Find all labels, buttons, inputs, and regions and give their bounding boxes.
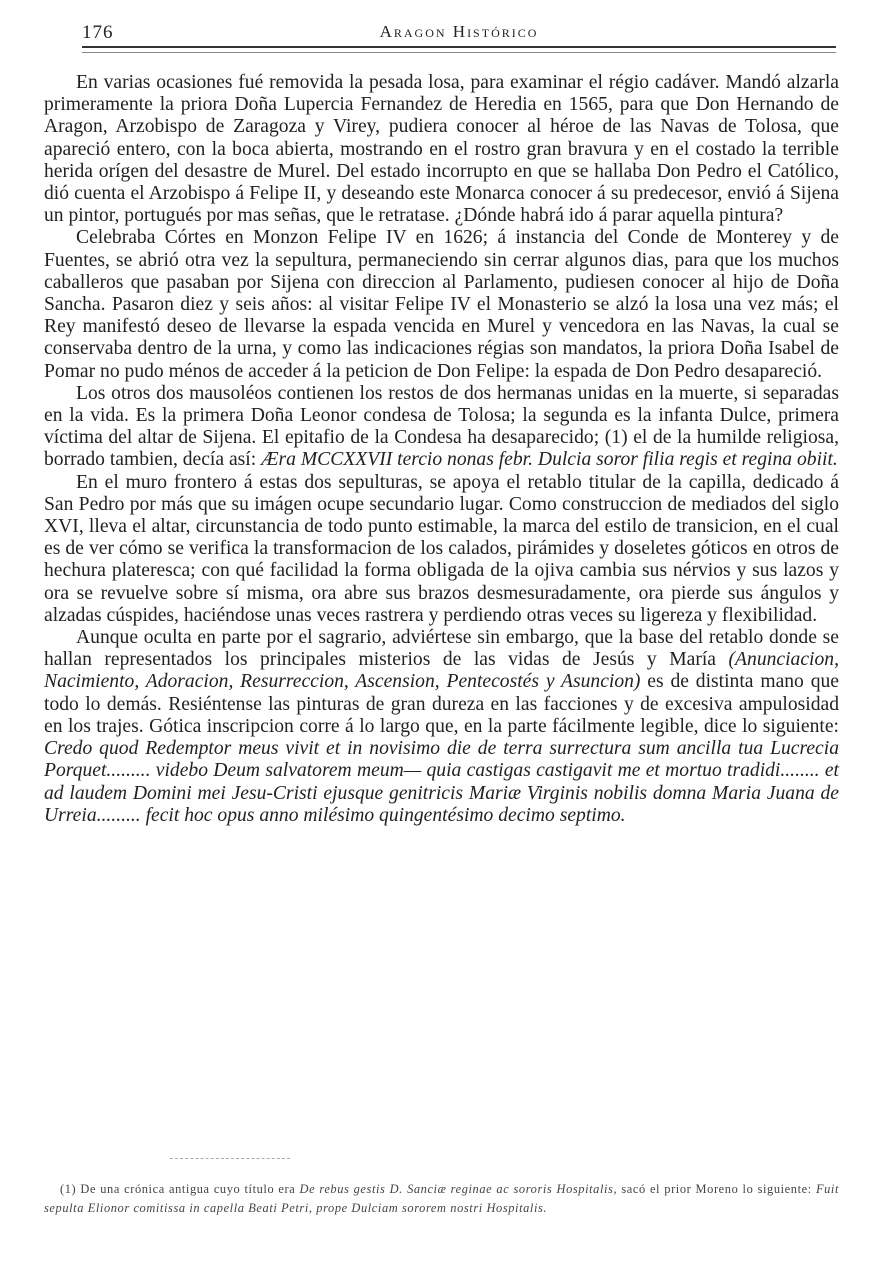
epitaph-text: Æra MCCXXVII tercio nonas febr. Dulcia soror filia regis et regina obiit. — [261, 449, 838, 471]
paragraph: En varias ocasiones fué removida la pesada losa, para examinar el régio cadáver. Mandó alzarla primeramente la priora Doña Lupercia Fernandez de Heredia en 1565, para que Don Hernando de Aragon, Arzobispo de Zaragoza y Virey, pudiera conocer al héroe de las Navas de Tolosa, que apareció entero, con la boca abierta, mostrando en el rostro gran bravura y en el costado la terrible herida orígen del desastre de Murel. Del estado incorrupto en que se hallaba Don Pedro el Católico, dió cuenta el Arzobispo á Felipe II, y deseando este Monarca conocer á su predecesor, envió á Sijena un pintor, portugués por mas señas, que le retratase. ¿Dónde habrá ido á parar aquella pintura? — [44, 72, 839, 227]
main-text — [44, 72, 839, 827]
footnote-marker: (1) — [60, 1182, 77, 1196]
paragraph-text: Aunque oculta en parte por el sagrario, adviértese sin embargo, que la base del retablo donde se hallan representados los principales misterios de las vidas de Jesús y María — [44, 627, 839, 671]
page-header — [82, 22, 836, 44]
inscription-text: Credo quod Redemptor meus vivit et in novisimo die de terra surrectura sum ancilla tua Lucrecia Porquet......... videbo Deum salvatorem meum— quia castigas castigavit me et mortuo tradidi........ et ad laudem Domini mei Jesu-Cristi ejusque genitricis Mariæ Virginis nobilis domna Maria Juana de Urreia......... fecit hoc opus anno milésimo quingentésimo decimo septimo. — [44, 738, 839, 826]
footnote-title: De rebus gestis D. Sanciæ reginae ac sororis Hospitalis, — [299, 1182, 618, 1196]
header-rule-thin — [82, 52, 836, 53]
footnote-rule — [170, 1158, 290, 1159]
footnote-text: De una crónica antigua cuyo título era — [76, 1182, 300, 1196]
footnote — [44, 1180, 839, 1218]
paragraph-text: es de distinta mano que todo lo demás. Resiéntense las pinturas de gran dureza en las facciones y de excesiva ampulosidad en los trajes. Gótica inscripcion corre á lo largo que, en la parte fácilmente legible, dice lo siguiente: — [44, 671, 839, 737]
footnote-quote: Fuit sepulta Elionor comitissa in capella Beati Petri, prope Dulciam sororem nostri Hospitalis. — [44, 1182, 839, 1215]
mysteries-list: (Anunciacion, Nacimiento, Adoracion, Resurreccion, Ascension, Pentecostés y Asuncion) — [44, 649, 839, 693]
paragraph: Celebraba Córtes en Monzon Felipe IV en 1626; á instancia del Conde de Monterey y de Fuentes, se abrió otra vez la sepultura, permaneciendo sin cerrar algunos dias, para que los muchos caballeros que pasaban por Sijena con direccion al Parlamento, pudiesen conocer al hijo de Doña Sancha. Pasaron diez y seis años: al visitar Felipe IV el Monasterio se alzó la losa una vez más; el Rey manifestó deseo de llevarse la espada vencida en Murel y vencedora en las Navas, la cual se conservaba dentro de la urna, y como las indicaciones régias son mandatos, la priora Doña Isabel de Pomar no pudo ménos de acceder á la peticion de Don Felipe: la espada de Don Pedro desapareció. — [44, 227, 839, 382]
footnote-text: sacó el prior Moreno lo siguiente: — [617, 1182, 816, 1196]
header-rule — [82, 46, 836, 48]
running-title: Aragon Histórico — [379, 22, 539, 41]
paragraph-text: Los otros dos mausoléos contienen los restos de dos hermanas unidas en la muerte, si separadas en la vida. Es la primera Doña Leonor condesa de Tolosa; la segunda es la infanta Dulce, primera víctima del altar de Sijena. El epitafio de la Condesa ha desaparecido; (1) el de la humilde religiosa, borrado tambien, decía así: — [44, 382, 839, 471]
paragraph: En el muro frontero á estas dos sepulturas, se apoya el retablo titular de la capilla, dedicado á San Pedro por más que su imágen ocupe secundario lugar. Como construccion de mediados del siglo XVI, lleva el altar, circunstancia de todo punto estimable, la marca del estilo de transicion, en el cual es de ver cómo se verifica la transformacion de los calados, pirámides y doseletes góticos en otros de hechura plateresca; con qué facilidad la forma obligada de la ojiva cambia sus nérvios y sus lazos y ora se revuelve sobre sí misma, ora abre sus brazos desmesuradamente, ora pierde sus ángulos y alzadas cúspides, haciéndose unas veces rastrera y perdiendo otras veces su ligereza y flexibilidad. — [44, 471, 839, 626]
page-number: 176 — [82, 22, 114, 43]
paragraph — [44, 383, 839, 472]
paragraph — [44, 627, 839, 827]
